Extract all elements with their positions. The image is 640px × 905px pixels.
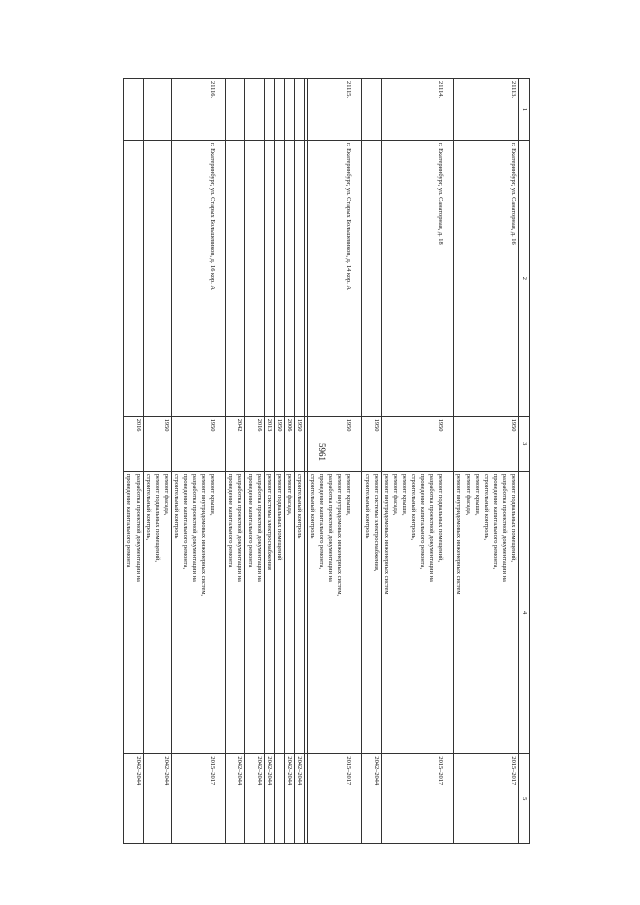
column-header: 1	[519, 79, 530, 141]
works-line: ремонт системы электроснабжения,	[372, 473, 380, 572]
works-line: строительный контроль,	[410, 473, 418, 541]
address-cell	[143, 141, 171, 417]
works-line: строительный контроль,	[482, 473, 490, 541]
table-row	[274, 79, 284, 844]
works-line: строительный контроль	[172, 473, 180, 539]
table-row	[124, 79, 143, 844]
year-cell: 1950	[454, 416, 519, 471]
works-cell	[284, 471, 294, 754]
works-line: проведение капитального ремонта	[125, 473, 133, 568]
table-body	[124, 79, 519, 844]
works-line: проведение капитального ремонта,	[419, 473, 427, 570]
column-header: 2	[519, 141, 530, 417]
works-line: ремонт крыши,	[400, 473, 408, 516]
row-number-cell: 21113.	[454, 79, 519, 141]
works-line: ремонт фасада,	[391, 473, 399, 516]
address-cell: г. Екатеринбург, ул. Старых Большевиков, д. 14 кор. А	[308, 141, 362, 417]
year-cell: 1950	[294, 416, 304, 471]
year-cell: 2013	[264, 416, 274, 471]
row-number-cell: 21115.	[308, 79, 362, 141]
table-row	[362, 79, 381, 844]
works-line: разработка проектной документации на	[255, 473, 263, 582]
row-number-cell	[245, 79, 264, 141]
year-cell: 1950	[362, 416, 381, 471]
row-number-cell	[284, 79, 294, 141]
table-row	[308, 79, 362, 844]
works-line: разработка проектной документации на	[327, 473, 335, 582]
table-row	[294, 79, 304, 844]
period-cell	[274, 754, 284, 844]
period-cell: 2042–2044	[226, 754, 245, 844]
works-cell	[124, 471, 143, 754]
works-line: строительный контроль	[363, 473, 371, 539]
address-cell	[284, 141, 294, 417]
year-cell: 2006	[284, 416, 294, 471]
works-line: ремонт внутридомовых инженерных систем,	[200, 473, 208, 597]
works-line: разработка проектной документации на	[236, 473, 244, 582]
empty-cell	[305, 416, 308, 471]
works-line: ремонт фасада,	[285, 473, 293, 516]
table-row	[454, 79, 519, 844]
rotated-table-container	[86, 78, 530, 844]
works-cell	[454, 471, 519, 754]
table-row	[381, 79, 454, 844]
works-line: проведение капитального ремонта	[227, 473, 235, 568]
works-line: ремонт внутридомовых инженерных систем,	[336, 473, 344, 597]
works-cell	[245, 471, 264, 754]
works-cell	[294, 471, 304, 754]
empty-cell	[305, 79, 308, 141]
empty-cell	[305, 754, 308, 844]
works-line: ремонт подвальных помещений,	[510, 473, 517, 563]
works-line: ремонт крыши,	[345, 473, 353, 516]
works-line: разработка проектной документации на	[500, 473, 508, 582]
works-line: проведение капитального ремонта,	[182, 473, 189, 570]
year-cell: 2016	[124, 416, 143, 471]
address-cell	[124, 141, 143, 417]
row-number-cell: 21116.	[171, 79, 225, 141]
works-line: разработка проектной документации на	[134, 473, 142, 582]
row-number-cell	[264, 79, 274, 141]
period-cell: 2015–2017	[381, 754, 454, 844]
works-cell	[264, 471, 274, 754]
header-row	[519, 79, 530, 844]
works-line: ремонт системы электроснабжения	[265, 473, 273, 570]
row-number-cell	[274, 79, 284, 141]
table-row	[245, 79, 264, 844]
works-line: ремонт подвальных помещений	[275, 473, 283, 561]
address-cell: г. Екатеринбург, ул. Санаторная, д. 18	[381, 141, 454, 417]
period-cell: 2015–2017	[308, 754, 362, 844]
works-cell	[226, 471, 245, 754]
period-cell: 2042–2044	[294, 754, 304, 844]
year-cell: 2042	[226, 416, 245, 471]
works-cell	[171, 471, 225, 754]
spacer-row	[305, 79, 308, 844]
works-line: проведение капитального ремонта,	[318, 473, 326, 570]
year-cell: 1950	[274, 416, 284, 471]
works-line: ремонт фасада,	[464, 473, 472, 516]
row-number-cell	[294, 79, 304, 141]
repair-schedule-table	[123, 78, 530, 844]
year-cell: 1950	[381, 416, 454, 471]
works-line: ремонт крыши,	[209, 473, 217, 516]
works-cell	[308, 471, 362, 754]
address-cell: г. Екатеринбург, ул. Старых Большевиков, д. 16 кор. А	[171, 141, 225, 417]
table-row	[226, 79, 245, 844]
address-cell	[264, 141, 274, 417]
empty-cell	[305, 141, 308, 417]
table-row	[143, 79, 171, 844]
year-cell: 1950	[143, 416, 171, 471]
address-cell	[245, 141, 264, 417]
address-cell: г. Екатеринбург, ул. Санаторная, д. 16	[454, 141, 519, 417]
address-cell	[274, 141, 284, 417]
period-cell: 2042–2044	[143, 754, 171, 844]
row-number-cell	[143, 79, 171, 141]
works-line: проведение капитального ремонта,	[491, 473, 499, 570]
period-cell: 2042–2044	[362, 754, 381, 844]
period-cell: 2042–2044	[284, 754, 294, 844]
period-cell: 2042–2044	[245, 754, 264, 844]
row-number-cell: 21114.	[381, 79, 454, 141]
works-cell	[362, 471, 381, 754]
year-cell: 1950	[171, 416, 225, 471]
row-number-cell	[124, 79, 143, 141]
column-header: 4	[519, 471, 530, 754]
address-cell	[226, 141, 245, 417]
works-line: строительный контроль,	[144, 473, 152, 541]
works-line: строительный контроль	[296, 473, 304, 539]
works-line: ремонт крыши,	[473, 473, 481, 516]
table-row	[171, 79, 225, 844]
works-line: ремонт подвальных помещений,	[153, 473, 161, 563]
works-cell	[274, 471, 284, 754]
page-number: 5961	[317, 443, 327, 461]
period-cell: 2015–2017	[454, 754, 519, 844]
period-cell: 2042–2044	[124, 754, 143, 844]
works-line: разработка проектной документации на	[428, 473, 436, 582]
row-number-cell	[362, 79, 381, 141]
table-header	[519, 79, 530, 844]
address-cell	[362, 141, 381, 417]
works-line: проведение капитального ремонта	[246, 473, 254, 568]
works-line: ремонт внутридомовых инженерных систем	[382, 473, 390, 595]
period-cell: 2015–2017	[171, 754, 225, 844]
table-row	[264, 79, 274, 844]
works-line: строительный контроль	[309, 473, 317, 539]
works-cell	[381, 471, 454, 754]
column-header: 3	[519, 416, 530, 471]
column-header: 5	[519, 754, 530, 844]
period-cell: 2042–2044	[264, 754, 274, 844]
works-line: ремонт подвальных помещений,	[437, 473, 445, 563]
works-line: разработка проектной документации на	[191, 473, 199, 582]
row-number-cell	[226, 79, 245, 141]
works-line: ремонт фасада,	[162, 473, 170, 516]
year-cell: 1950	[308, 416, 362, 471]
address-cell	[294, 141, 304, 417]
table-row	[284, 79, 294, 844]
year-cell: 2016	[245, 416, 264, 471]
works-cell	[143, 471, 171, 754]
works-line: ремонт внутридомовых инженерных систем	[455, 473, 463, 595]
